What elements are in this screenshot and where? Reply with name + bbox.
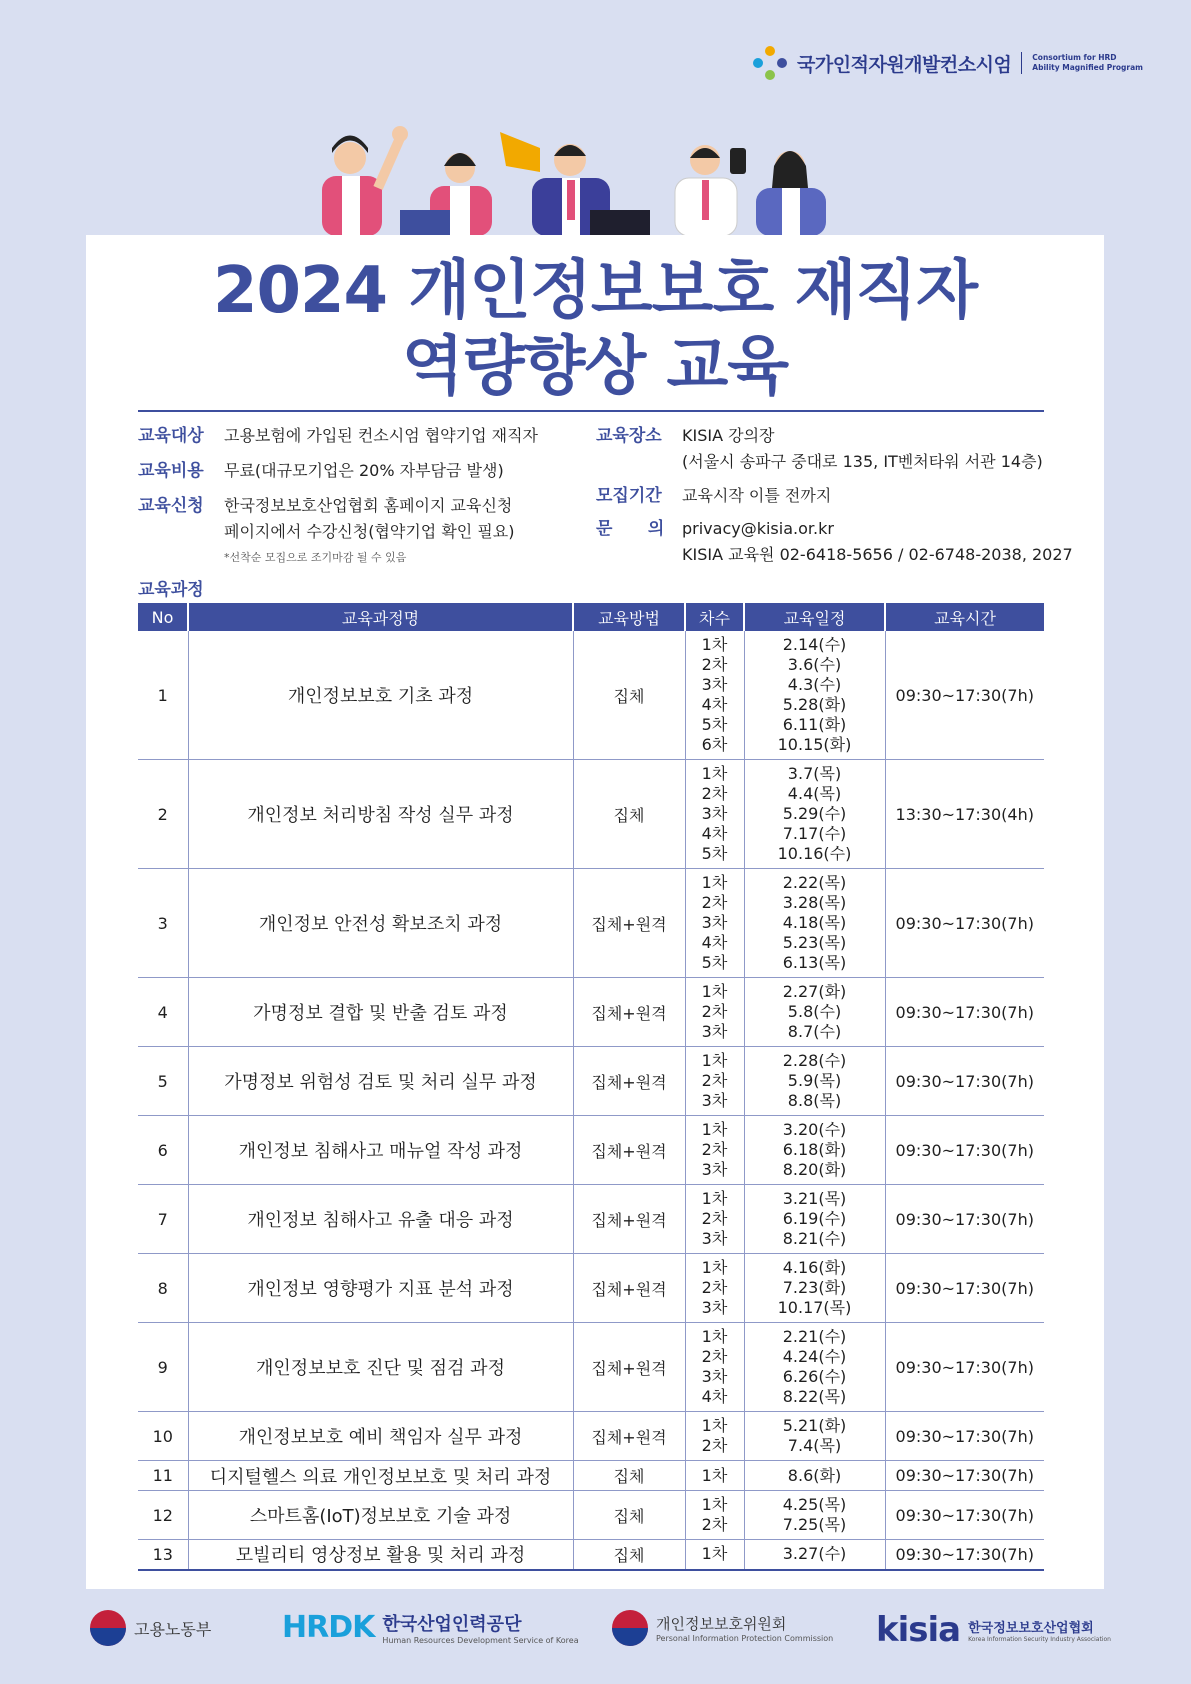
round-label: 2차 xyxy=(701,1140,728,1159)
schedule-date: 6.11(화) xyxy=(782,715,847,734)
course-name: 스마트홈(IoT)정보보호 기술 과정 xyxy=(188,1491,573,1540)
course-method: 집체+원격 xyxy=(573,1116,685,1185)
table-row xyxy=(138,869,1044,978)
schedule-date: 7.25(목) xyxy=(782,1515,847,1534)
schedule-date: 3.7(목) xyxy=(787,764,842,783)
schedule-date: 4.18(목) xyxy=(782,913,847,932)
course-name: 개인정보 침해사고 유출 대응 과정 xyxy=(188,1185,573,1254)
round-label: 1차 xyxy=(701,1051,728,1070)
apply-value: 한국정보보호산업협회 홈페이지 교육신청 페이지에서 수강신청(협약기업 확인 필요) *선착순 모집으로 조기마감 될 수 있음 xyxy=(224,493,515,571)
info-place xyxy=(596,423,1073,483)
schedule-date: 6.19(수) xyxy=(782,1209,847,1228)
course-no: 11 xyxy=(138,1461,188,1491)
course-method: 집체 xyxy=(573,1540,685,1570)
round-label: 1차 xyxy=(701,1120,728,1139)
schedule-date: 6.18(화) xyxy=(782,1140,847,1159)
courses-section-title: 교육과정 xyxy=(138,580,204,600)
schedule-date: 4.3(수) xyxy=(787,675,842,694)
schedule-date: 4.16(화) xyxy=(782,1258,847,1277)
course-rounds xyxy=(685,1185,744,1254)
course-dates xyxy=(744,631,885,760)
table-row xyxy=(138,760,1044,869)
table-row xyxy=(138,1185,1044,1254)
schedule-date: 5.28(화) xyxy=(782,695,847,714)
course-name: 개인정보 영향평가 지표 분석 과정 xyxy=(188,1254,573,1323)
schedule-date: 7.23(화) xyxy=(782,1278,847,1297)
course-time: 09:30~17:30(7h) xyxy=(885,1491,1044,1540)
cost-label: 교육비용 xyxy=(138,461,204,481)
course-name: 개인정보보호 기초 과정 xyxy=(188,631,573,760)
course-time: 09:30~17:30(7h) xyxy=(885,1540,1044,1570)
round-label: 1차 xyxy=(701,1465,728,1485)
course-name: 가명정보 결합 및 반출 검토 과정 xyxy=(188,978,573,1047)
footer-logos xyxy=(0,1600,1191,1660)
schedule-date: 3.20(수) xyxy=(782,1120,847,1139)
course-rounds xyxy=(685,760,744,869)
cost-value: 무료(대규모기업은 20% 자부담금 발생) xyxy=(224,461,504,480)
round-label: 2차 xyxy=(701,1071,728,1090)
course-dates xyxy=(744,1116,885,1185)
header-method: 교육방법 xyxy=(573,603,685,631)
course-time: 09:30~17:30(7h) xyxy=(885,1116,1044,1185)
round-label: 2차 xyxy=(701,893,728,912)
course-table xyxy=(138,603,1044,1571)
schedule-date: 6.13(목) xyxy=(782,953,847,972)
round-label: 2차 xyxy=(701,784,728,803)
schedule-date: 8.21(수) xyxy=(782,1229,847,1248)
round-label: 1차 xyxy=(701,635,728,654)
course-name: 가명정보 위험성 검토 및 처리 실무 과정 xyxy=(188,1047,573,1116)
table-row xyxy=(138,1491,1044,1540)
schedule-date: 5.9(목) xyxy=(787,1071,842,1090)
course-no: 13 xyxy=(138,1540,188,1570)
table-header-row xyxy=(138,603,1044,631)
course-name: 모빌리티 영상정보 활용 및 처리 과정 xyxy=(188,1540,573,1570)
round-label: 2차 xyxy=(701,655,728,674)
schedule-date: 8.8(목) xyxy=(787,1091,842,1110)
title-divider xyxy=(138,410,1044,412)
schedule-date: 8.7(수) xyxy=(787,1022,842,1041)
course-time: 09:30~17:30(7h) xyxy=(885,1254,1044,1323)
course-rounds xyxy=(685,1323,744,1412)
schedule-date: 7.4(목) xyxy=(787,1436,842,1455)
course-rounds xyxy=(685,978,744,1047)
round-label: 1차 xyxy=(701,764,728,783)
place-label: 교육장소 xyxy=(596,426,662,446)
course-no: 9 xyxy=(138,1323,188,1412)
header-round: 차수 xyxy=(685,603,744,631)
round-label: 3차 xyxy=(701,1091,728,1110)
info-right-column xyxy=(596,423,1073,568)
consortium-name: 국가인적자원개발컨소시엄 xyxy=(797,53,1012,76)
table-row xyxy=(138,1254,1044,1323)
course-time: 09:30~17:30(7h) xyxy=(885,978,1044,1047)
course-no: 1 xyxy=(138,631,188,760)
person-man-megaphone xyxy=(500,132,650,236)
course-time: 09:30~17:30(7h) xyxy=(885,869,1044,978)
schedule-date: 10.17(목) xyxy=(777,1298,852,1317)
place-value: KISIA 강의장 (서울시 송파구 중대로 135, IT벤처타워 서관 14층) xyxy=(682,426,1043,471)
kisia-mark: kisia xyxy=(876,1610,961,1650)
course-rounds xyxy=(685,869,744,978)
course-no: 6 xyxy=(138,1116,188,1185)
course-name: 개인정보보호 진단 및 점검 과정 xyxy=(188,1323,573,1412)
course-time: 09:30~17:30(7h) xyxy=(885,1185,1044,1254)
moel-logo xyxy=(90,1610,211,1646)
moel-name: 고용노동부 xyxy=(134,1619,212,1639)
contact-phone: KISIA 교육원 02-6418-5656 / 02-6748-2038, 2027 xyxy=(682,545,1073,564)
round-label: 3차 xyxy=(701,1298,728,1317)
round-label: 1차 xyxy=(701,982,728,1001)
round-label: 3차 xyxy=(701,804,728,823)
info-contact xyxy=(596,516,1073,568)
round-label: 3차 xyxy=(701,1160,728,1179)
course-dates xyxy=(744,1491,885,1540)
info-card xyxy=(86,235,1104,1589)
table-row xyxy=(138,1540,1044,1570)
schedule-date: 5.21(화) xyxy=(782,1416,847,1435)
round-label: 1차 xyxy=(701,1189,728,1208)
period-label: 모집기간 xyxy=(596,486,662,506)
table-row xyxy=(138,1461,1044,1491)
round-label: 1차 xyxy=(701,1258,728,1277)
course-method: 집체+원격 xyxy=(573,1323,685,1412)
course-name: 디지털헬스 의료 개인정보보호 및 처리 과정 xyxy=(188,1461,573,1491)
round-label: 3차 xyxy=(701,913,728,932)
course-method: 집체+원격 xyxy=(573,869,685,978)
course-time: 09:30~17:30(7h) xyxy=(885,631,1044,760)
contact-value xyxy=(682,516,1073,568)
round-label: 3차 xyxy=(701,1229,728,1248)
header-course-name: 교육과정명 xyxy=(188,603,573,631)
title-line-2: 역량향상 교육 xyxy=(401,330,789,404)
round-label: 3차 xyxy=(701,675,728,694)
schedule-date: 2.28(수) xyxy=(782,1051,847,1070)
schedule-date: 8.6(화) xyxy=(787,1465,842,1485)
round-label: 2차 xyxy=(701,1002,728,1021)
header-time: 교육시간 xyxy=(885,603,1044,631)
logo-divider xyxy=(1021,52,1022,74)
course-dates xyxy=(744,760,885,869)
schedule-date: 7.17(수) xyxy=(782,824,847,843)
course-time: 09:30~17:30(7h) xyxy=(885,1412,1044,1461)
info-apply xyxy=(138,493,538,571)
course-rounds xyxy=(685,1461,744,1491)
schedule-date: 2.27(화) xyxy=(782,982,847,1001)
course-name: 개인정보 처리방침 작성 실무 과정 xyxy=(188,760,573,869)
info-period xyxy=(596,483,1073,516)
schedule-date: 5.29(수) xyxy=(782,804,847,823)
course-rounds xyxy=(685,1047,744,1116)
info-left-column xyxy=(138,423,538,571)
hrdk-mark: HRDK xyxy=(282,1610,375,1645)
round-label: 1차 xyxy=(701,1416,728,1435)
title-line-1: 2024 개인정보보호 재직자 xyxy=(212,254,978,328)
schedule-date: 3.27(수) xyxy=(782,1544,847,1564)
course-method: 집체 xyxy=(573,631,685,760)
course-dates xyxy=(744,1254,885,1323)
schedule-date: 2.14(수) xyxy=(782,635,847,654)
course-rounds xyxy=(685,1491,744,1540)
course-rounds xyxy=(685,1412,744,1461)
course-dates xyxy=(744,1412,885,1461)
course-table-body xyxy=(138,631,1044,1570)
person-woman-raised-fist xyxy=(322,126,408,236)
kisia-text: 한국정보보호산업협회 Korea Information Security Industry Association xyxy=(968,1621,1111,1643)
round-label: 2차 xyxy=(701,1209,728,1228)
round-label: 2차 xyxy=(701,1515,728,1534)
course-method: 집체+원격 xyxy=(573,1254,685,1323)
course-no: 2 xyxy=(138,760,188,869)
kisia-logo xyxy=(876,1610,1111,1650)
course-no: 10 xyxy=(138,1412,188,1461)
target-value: 고용보험에 가입된 컨소시엄 협약기업 재직자 xyxy=(224,426,539,445)
consortium-logo-icon xyxy=(753,46,787,80)
schedule-date: 6.26(수) xyxy=(782,1367,847,1386)
course-no: 3 xyxy=(138,869,188,978)
table-row xyxy=(138,1323,1044,1412)
course-method: 집체+원격 xyxy=(573,1412,685,1461)
schedule-date: 4.4(목) xyxy=(787,784,842,803)
round-label: 1차 xyxy=(701,1327,728,1346)
person-woman-blue xyxy=(756,151,826,236)
taegeuk-icon xyxy=(90,1610,126,1646)
table-row xyxy=(138,978,1044,1047)
schedule-date: 4.25(목) xyxy=(782,1495,847,1514)
table-row xyxy=(138,1047,1044,1116)
round-label: 1차 xyxy=(701,1495,728,1514)
course-method: 집체 xyxy=(573,1491,685,1540)
course-dates xyxy=(744,1185,885,1254)
course-method: 집체 xyxy=(573,1461,685,1491)
round-label: 4차 xyxy=(701,824,728,843)
round-label: 5차 xyxy=(701,715,728,734)
schedule-date: 5.23(목) xyxy=(782,933,847,952)
course-no: 4 xyxy=(138,978,188,1047)
round-label: 4차 xyxy=(701,695,728,714)
header-no: No xyxy=(138,603,188,631)
round-label: 3차 xyxy=(701,1367,728,1386)
course-rounds xyxy=(685,631,744,760)
round-label: 2차 xyxy=(701,1436,728,1455)
schedule-date: 5.8(수) xyxy=(787,1002,842,1021)
table-row xyxy=(138,631,1044,760)
round-label: 4차 xyxy=(701,1387,728,1406)
round-label: 3차 xyxy=(701,1022,728,1041)
schedule-date: 8.22(목) xyxy=(782,1387,847,1406)
course-name: 개인정보보호 예비 책임자 실무 과정 xyxy=(188,1412,573,1461)
person-woman-pen xyxy=(400,153,492,236)
schedule-date: 2.21(수) xyxy=(782,1327,847,1346)
course-no: 5 xyxy=(138,1047,188,1116)
round-label: 2차 xyxy=(701,1347,728,1366)
round-label: 5차 xyxy=(701,953,728,972)
course-rounds xyxy=(685,1254,744,1323)
course-dates xyxy=(744,1540,885,1570)
course-time: 09:30~17:30(7h) xyxy=(885,1323,1044,1412)
course-no: 12 xyxy=(138,1491,188,1540)
course-method: 집체+원격 xyxy=(573,978,685,1047)
hrdk-text: 한국산업인력공단 Human Resources Development Service of Korea xyxy=(382,1614,579,1645)
contact-label: 문 의 xyxy=(596,519,665,539)
round-label: 6차 xyxy=(701,735,728,754)
schedule-date: 4.24(수) xyxy=(782,1347,847,1366)
hrdk-logo xyxy=(282,1610,579,1645)
schedule-date: 8.20(화) xyxy=(782,1160,847,1179)
course-no: 8 xyxy=(138,1254,188,1323)
page-title xyxy=(86,253,1104,405)
course-dates xyxy=(744,1323,885,1412)
course-name: 개인정보 침해사고 매뉴얼 작성 과정 xyxy=(188,1116,573,1185)
apply-note: *선착순 모집으로 조기마감 될 수 있음 xyxy=(224,551,407,564)
info-cost xyxy=(138,458,538,493)
target-label: 교육대상 xyxy=(138,426,204,446)
round-label: 5차 xyxy=(701,844,728,863)
schedule-date: 3.21(목) xyxy=(782,1189,847,1208)
course-dates xyxy=(744,978,885,1047)
course-time: 09:30~17:30(7h) xyxy=(885,1047,1044,1116)
round-label: 4차 xyxy=(701,933,728,952)
schedule-date: 10.16(수) xyxy=(777,844,852,863)
contact-email[interactable]: privacy@kisia.or.kr xyxy=(682,519,834,538)
course-rounds xyxy=(685,1116,744,1185)
people-illustration xyxy=(300,118,900,236)
consortium-en-name: Consortium for HRD Ability Magnified Program xyxy=(1032,53,1143,72)
round-label: 1차 xyxy=(701,873,728,892)
apply-label: 교육신청 xyxy=(138,496,204,516)
course-dates xyxy=(744,1047,885,1116)
pipc-logo xyxy=(612,1610,833,1646)
course-no: 7 xyxy=(138,1185,188,1254)
course-method: 집체 xyxy=(573,760,685,869)
info-target xyxy=(138,423,538,458)
course-method: 집체+원격 xyxy=(573,1047,685,1116)
taegeuk-icon xyxy=(612,1610,648,1646)
course-method: 집체+원격 xyxy=(573,1185,685,1254)
period-value: 교육시작 이틀 전까지 xyxy=(682,486,832,505)
consortium-logo xyxy=(753,46,1143,80)
course-name: 개인정보 안전성 확보조치 과정 xyxy=(188,869,573,978)
course-dates xyxy=(744,1461,885,1491)
pipc-text: 개인정보보호위원회 Personal Information Protection Commission xyxy=(656,1615,834,1643)
round-label: 2차 xyxy=(701,1278,728,1297)
schedule-date: 3.28(목) xyxy=(782,893,847,912)
course-dates xyxy=(744,869,885,978)
table-row xyxy=(138,1412,1044,1461)
header-schedule: 교육일정 xyxy=(744,603,885,631)
table-row xyxy=(138,1116,1044,1185)
course-time: 09:30~17:30(7h) xyxy=(885,1461,1044,1491)
course-time: 13:30~17:30(4h) xyxy=(885,760,1044,869)
schedule-date: 3.6(수) xyxy=(787,655,842,674)
person-man-phone xyxy=(675,145,746,236)
course-rounds xyxy=(685,1540,744,1570)
round-label: 1차 xyxy=(701,1544,728,1564)
schedule-date: 2.22(목) xyxy=(782,873,847,892)
schedule-date: 10.15(화) xyxy=(777,735,852,754)
